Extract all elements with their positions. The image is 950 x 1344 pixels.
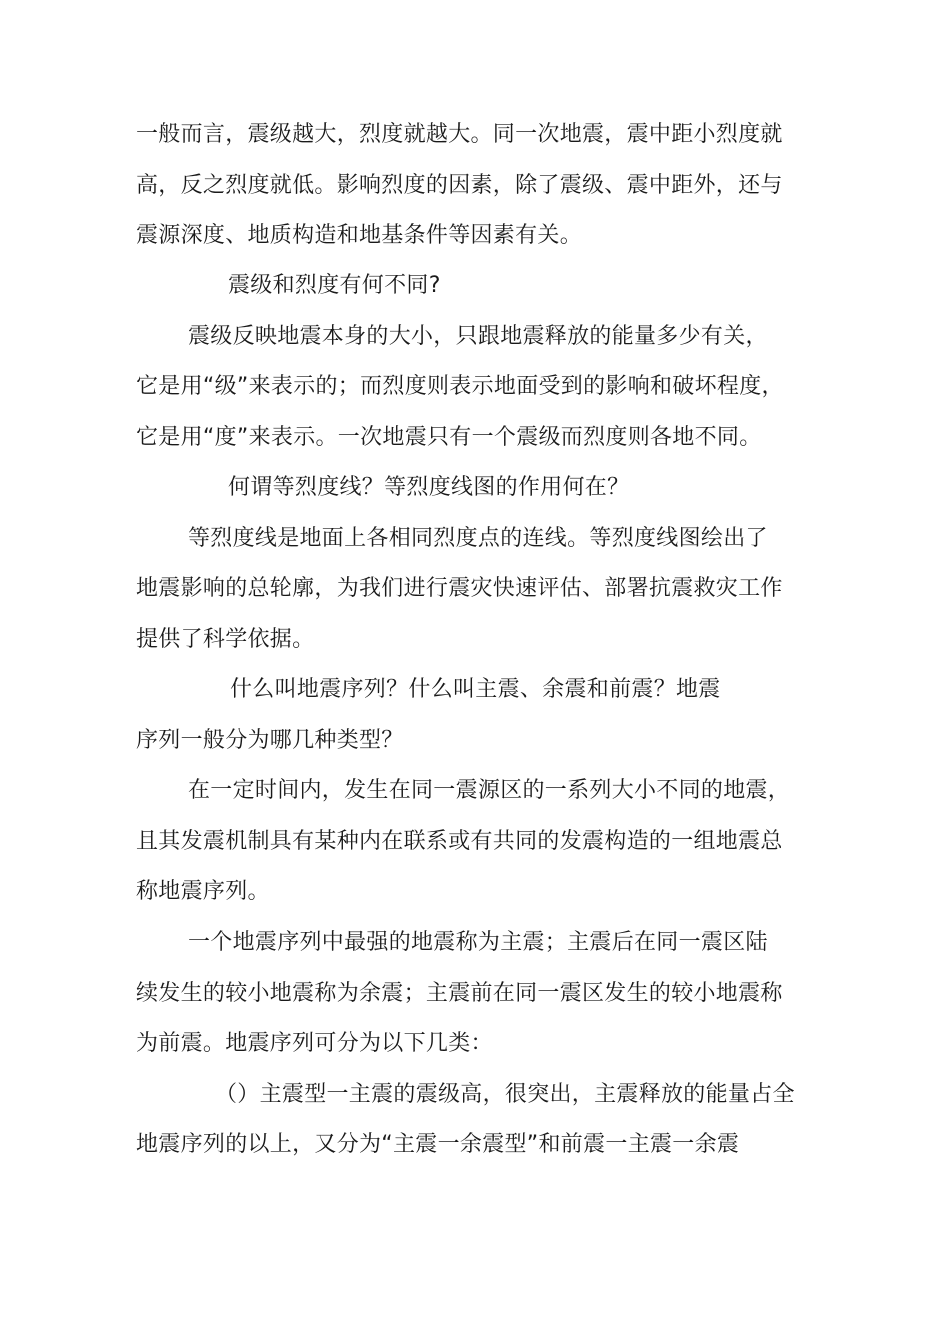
text-line: 震源深度、地质构造和地基条件等因素有关。 bbox=[136, 223, 583, 248]
text-line: 等烈度线是地面上各相同烈度点的连线。等烈度线图绘出了 bbox=[188, 526, 768, 551]
text-line: 且其发震机制具有某种内在联系或有共同的发震构造的一组地震总 bbox=[136, 829, 783, 854]
text-line: （）主震型一主震的震级高，很突出，主震释放的能量占全 bbox=[215, 1082, 795, 1107]
text-line: 一般而言，震级越大，烈度就越大。同一次地震，震中距小烈度就 bbox=[136, 122, 783, 147]
section-heading: 什么叫地震序列？什么叫主震、余震和前震？地震 bbox=[230, 677, 721, 702]
text-line: 高，反之烈度就低。影响烈度的因素，除了震级、震中距外，还与 bbox=[136, 173, 783, 198]
section-heading: 序列一般分为哪几种类型？ bbox=[136, 728, 404, 753]
text-line: 地震影响的总轮廓，为我们进行震灾快速评估、部署抗震救灾工作 bbox=[136, 576, 783, 601]
text-line: 震级反映地震本身的大小，只跟地震释放的能量多少有关， bbox=[188, 324, 768, 349]
text-line: 称地震序列。 bbox=[136, 879, 270, 904]
text-line: 它是用“级”来表示的；而烈度则表示地面受到的影响和破坏程度， bbox=[136, 374, 784, 399]
text-line: 提供了科学依据。 bbox=[136, 627, 315, 652]
text-line: 续发生的较小地震称为余震；主震前在同一震区发生的较小地震称 bbox=[136, 981, 783, 1006]
section-heading: 震级和烈度有何不同? bbox=[228, 273, 441, 298]
section-heading: 何谓等烈度线？等烈度线图的作用何在？ bbox=[228, 475, 630, 500]
text-line: 在一定时间内，发生在同一震源区的一系列大小不同的地震， bbox=[188, 778, 791, 803]
text-line: 一个地震序列中最强的地震称为主震；主震后在同一震区陆 bbox=[188, 930, 768, 955]
text-line: 地震序列的以上，又分为“主震一余震型”和前震一主震一余震 bbox=[136, 1132, 740, 1157]
text-line: 为前震。地震序列可分为以下几类： bbox=[136, 1031, 493, 1056]
text-line: 它是用“度”来表示。一次地震只有一个震级而烈度则各地不同。 bbox=[136, 425, 762, 450]
